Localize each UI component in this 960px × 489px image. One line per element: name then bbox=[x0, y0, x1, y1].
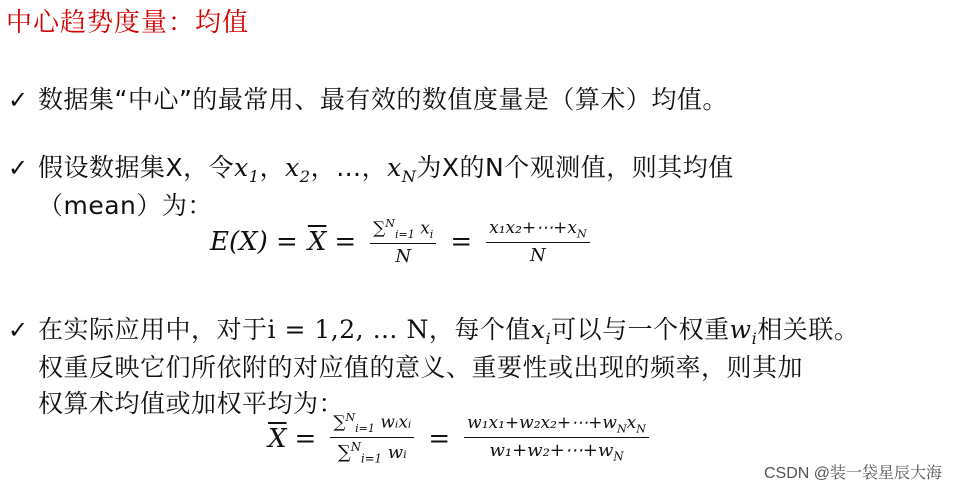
fraction-sum-over-n: $\frac{\sum^N_{i=1} x_i}{N}$ bbox=[370, 218, 436, 267]
var-xN: $x_N$ bbox=[387, 153, 417, 186]
bullet-3 bbox=[8, 310, 859, 348]
formula-weighted-mean bbox=[268, 412, 655, 466]
var-wi: $w_i$ bbox=[729, 315, 758, 348]
check-icon: ✓ bbox=[8, 154, 29, 182]
bullet-3-text-a: 在实际应用中，对于 bbox=[38, 315, 268, 344]
check-icon: ✓ bbox=[8, 316, 29, 344]
equals-sign: = bbox=[294, 423, 317, 454]
bullet-2-text-a: 假设数据集X，令 bbox=[38, 153, 235, 182]
page-title: 中心趋势度量：均值 bbox=[6, 8, 250, 38]
bullet-2-text-b: 为X的N个观测值，则其均值 bbox=[416, 153, 734, 182]
bullet-3-text-d: 相关联。 bbox=[757, 315, 860, 344]
var-x1: $x_1$ bbox=[234, 153, 260, 186]
equals-sign: = bbox=[428, 423, 451, 454]
fraction-weighted-expanded: $\frac{w_1x_1+w_2x_2+\cdots+w_Nx_N}{w_1+w_2+\cdots+w_N}$ bbox=[464, 414, 649, 464]
x-bar: $\overline{X}$ bbox=[307, 227, 327, 258]
check-icon: ✓ bbox=[8, 86, 29, 114]
equals-sign: = bbox=[450, 227, 473, 258]
bullet-3-line-2: 权重反映它们所依附的对应值的意义、重要性或出现的频率，则其加 bbox=[38, 353, 804, 382]
formula-mean bbox=[210, 218, 596, 267]
bullet-1-text: 数据集“中心”的最常用、最有效的数值度量是（算术）均值。 bbox=[38, 85, 728, 114]
bullet-3-line-3: 权算术均值或加权平均为： bbox=[38, 389, 345, 418]
watermark: CSDN @装一袋星辰大海 bbox=[763, 465, 942, 482]
formula-lhs: E(X) = bbox=[210, 227, 298, 258]
x-bar: $\overline{X}$ bbox=[268, 423, 287, 454]
bullet-2 bbox=[8, 148, 734, 186]
bullet-1 bbox=[8, 80, 728, 116]
fraction-weighted-sum: $\frac{\sum^N_{i=1} wᵢxᵢ}{\sum^N_{i=1} wᵢ}$ bbox=[330, 412, 414, 466]
var-x2: $x_2$ bbox=[285, 153, 311, 186]
bullet-2-line-2: （mean）为： bbox=[38, 191, 213, 220]
fraction-expanded: $\frac{x_1x_2+\cdots+x_N}{N}$ bbox=[486, 219, 590, 266]
var-xi: $x_i$ bbox=[530, 315, 552, 348]
bullet-3-text-c: 可以与一个权重 bbox=[551, 315, 730, 344]
equals-sign: = bbox=[334, 227, 357, 258]
bullet-3-text-b: ，每个值 bbox=[428, 315, 531, 344]
ellipsis: ，…， bbox=[310, 153, 388, 182]
index-range: i = 1,2, … N bbox=[267, 315, 429, 344]
separator: ， bbox=[259, 153, 286, 182]
